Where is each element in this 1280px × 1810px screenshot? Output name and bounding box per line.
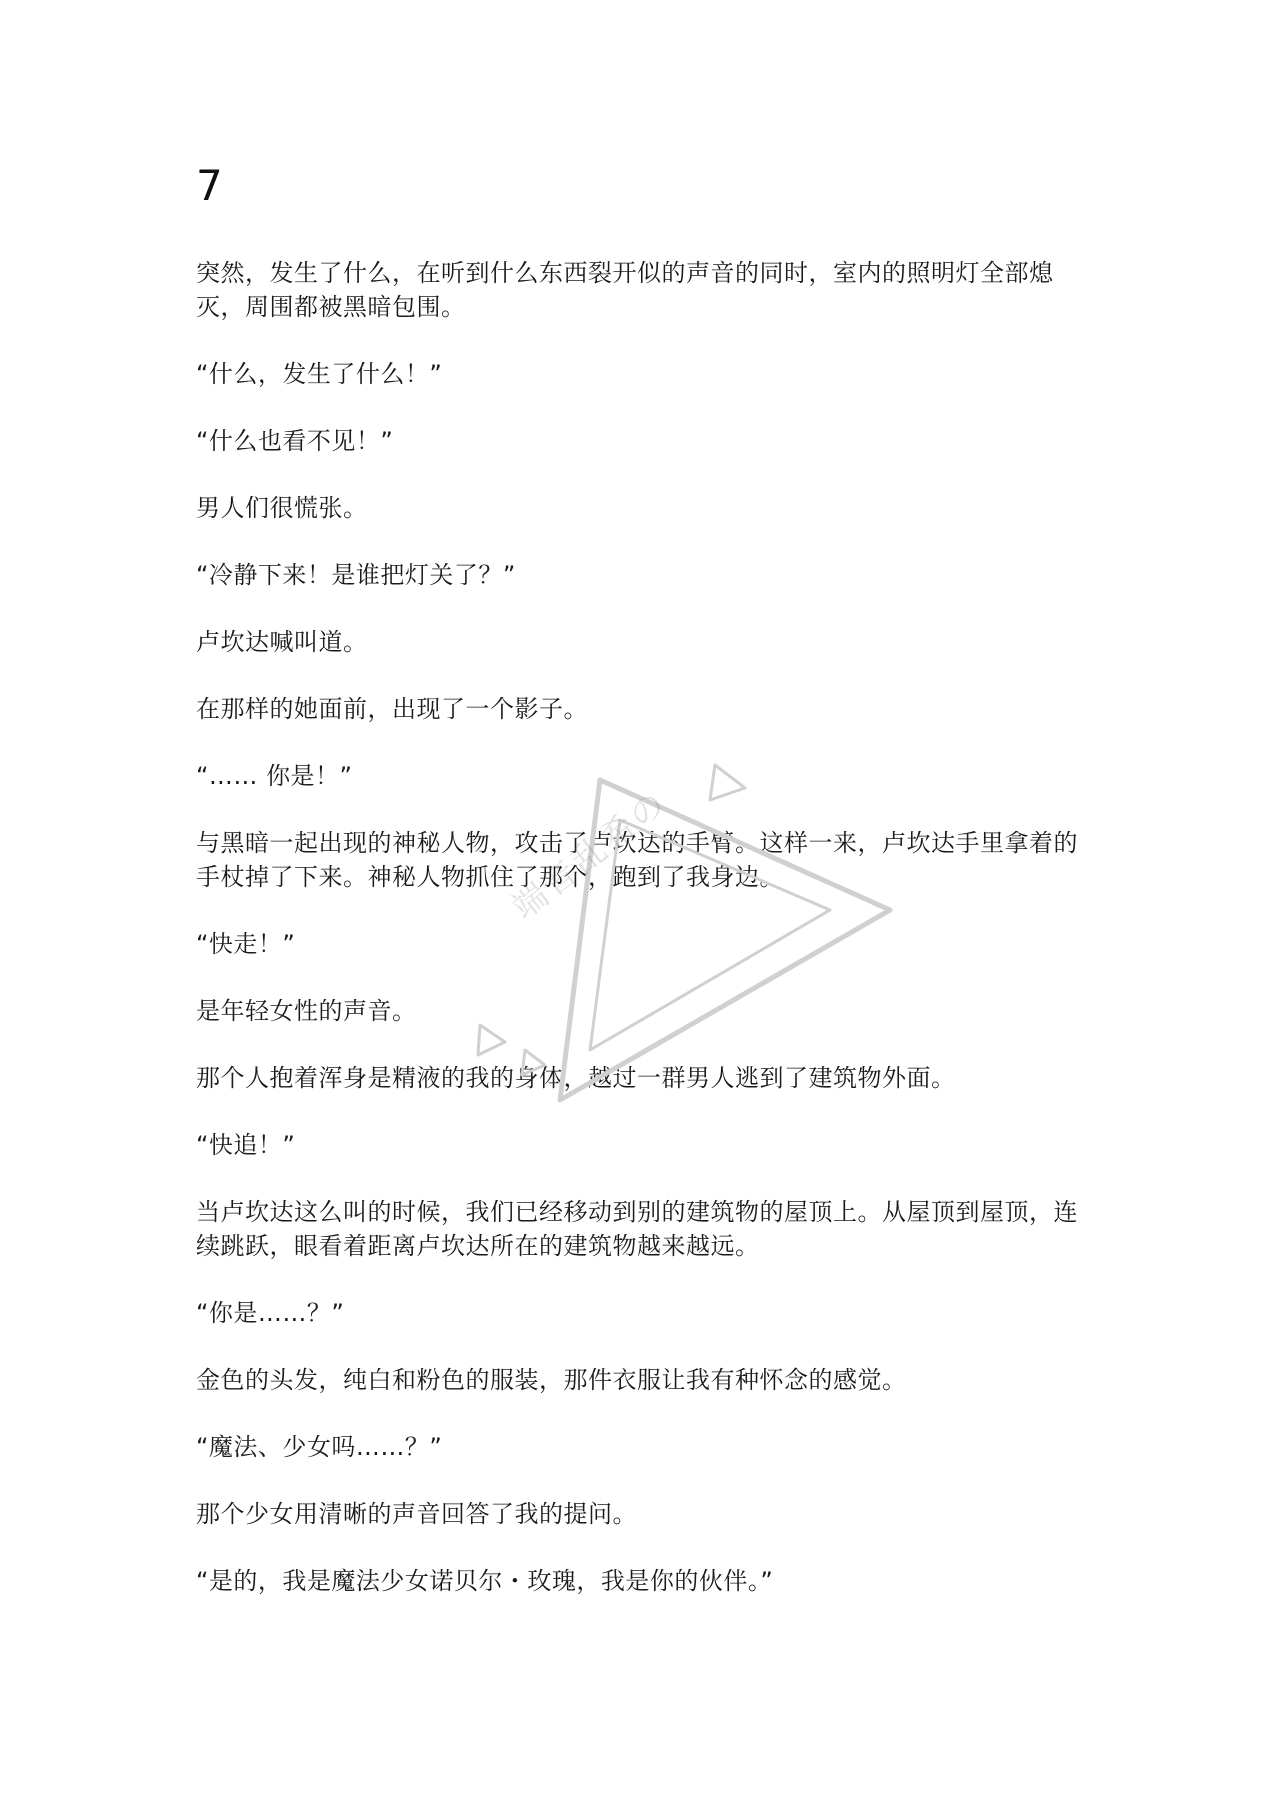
paragraph: “是的，我是魔法少女诺贝尔・玫瑰，我是你的伙伴。” xyxy=(196,1567,774,1595)
paragraph: 当卢坎达这么叫的时候，我们已经移动到别的建筑物的屋顶上。从屋顶到屋顶，连续跳跃，眼看着距离卢坎达所在的建筑物越来越远。 xyxy=(196,1198,1078,1260)
paragraph: 与黑暗一起出现的神秘人物，攻击了卢坎达的手臂。这样一来，卢坎达手里拿着的手杖掉了下来。神秘人物抓住了那个，跑到了我身边。 xyxy=(196,829,1078,891)
paragraph: “什么，发生了什么！” xyxy=(196,360,443,388)
paragraph: “快走！” xyxy=(196,930,296,958)
paragraph: 突然，发生了什么，在听到什么东西裂开似的声音的同时，室内的照明灯全部熄灭，周围都被黑暗包围。 xyxy=(196,259,1054,321)
watermark-text: 端音乱希の xyxy=(504,782,676,928)
paragraph: 是年轻女性的声音。 xyxy=(196,997,417,1025)
paragraph: 那个少女用清晰的声音回答了我的提问。 xyxy=(196,1500,637,1528)
paragraph: 卢坎达喊叫道。 xyxy=(196,628,368,656)
paragraph: “魔法、少女吗……？” xyxy=(196,1433,443,1461)
paragraph: 金色的头发，纯白和粉色的服装，那件衣服让我有种怀念的感觉。 xyxy=(196,1366,907,1394)
paragraph: “快追！” xyxy=(196,1131,296,1159)
story-body xyxy=(196,256,1096,1631)
paragraph: “什么也看不见！” xyxy=(196,427,394,455)
paragraph: 那个人抱着浑身是精液的我的身体，越过一群男人逃到了建筑物外面。 xyxy=(196,1064,956,1092)
paragraph: 在那样的她面前，出现了一个影子。 xyxy=(196,695,588,723)
paragraph: “冷静下来！是谁把灯关了？” xyxy=(196,561,516,589)
paragraph: “…… 你是！” xyxy=(196,762,353,790)
chapter-number: 7 xyxy=(196,161,223,210)
paragraph: “你是……？” xyxy=(196,1299,345,1327)
paragraph: 男人们很慌张。 xyxy=(196,494,368,522)
